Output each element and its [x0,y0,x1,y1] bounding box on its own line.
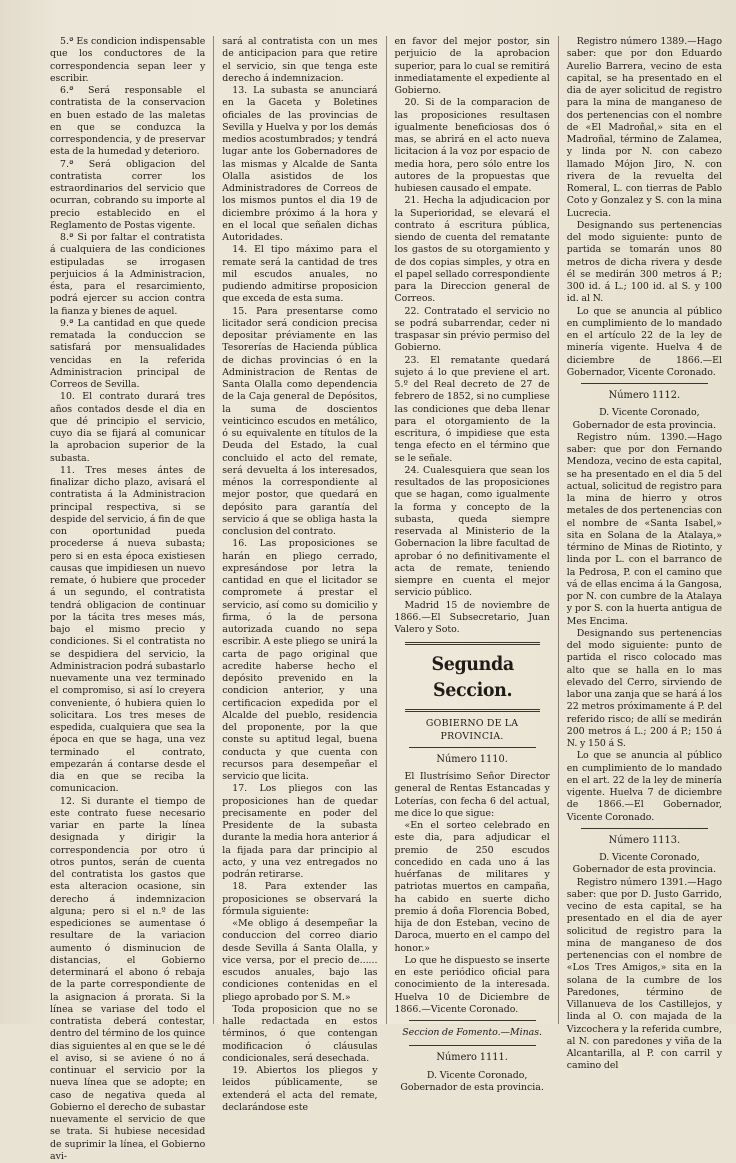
paragraph: 9.ª La cantidad en que quede rematada la conduccion se satisfará por mensualidades vencidas en la referida Administracion principal de Correos de Sevilla. [50,318,205,392]
column-4 [567,36,722,1024]
paragraph: Registro núm. 1390.—Hago saber: que por don Fernando Mendoza, vecino de esta capital, se ha presentado en el dia 5 del actual, solicitud de registro para la mina de hierro y otros metales de dos pertenencias con el nombre de «Santa Isabel,» sita en Solana de la Atalaya,» término de Minas de Riotinto, y linda por L. con el barranco de la Pedrosa, P. con el camino que vá de ellas encima á la Gangosa, por N. con cumbre de la Atalaya y por S. con la huerta antigua de Mes Encima. [567,432,722,628]
paragraph: sará al contratista con un mes de anticipacion para que retire el servicio, sin que tenga este derecho á indemnizacion. [222,36,377,85]
notice-number: Número 1110. [395,754,550,766]
paragraph: 17. Los pliegos con las proposiciones han de quedar precisamente en poder del Presidente de la subasta durante la media hora anterior á la fijada para dar principio al acto, y una vez entregados no podrán retirarse. [222,783,377,881]
paragraph: Designando sus pertenencias del modo siguiente: punto de partida se tomarán unos 80 metros de dicha rivera y desde él se medirán 300 metros á P.; 300 id. á L.; 100 id. al S. y 100 id. al N. [567,220,722,306]
paragraph: 12. Si durante el tiempo de este contrato fuese necesario variar en parte la línea designada y dirigir la correspondencia por otro ú otros puntos, serán de cuenta del contratista los gastos que esta alteracion ocasione, sin derecho á indemnizacion alguna; pero si el n.º de las espediciones se aumentase ó resultare de la variacion aumento ó disminucion de distancias, el Gobierno determinará el abono ó rebaja de la parte correspondiente de la asignacion á prorata. Si la línea se variase del todo el contratista deberá contestar, dentro del término de los quince dias siguientes al en que se le dé el aviso, si se aviene ó no á continuar el servicio por la nueva línea que se adopte; en caso de negativa queda al Gobierno el derecho de subastar nuevamente el servicio de que se trata. Si hubiese necesidad de suprimir la línea, el Gobierno avi- [50,796,205,1163]
paragraph: 16. Las proposiciones se harán en pliego cerrado, expresándose por letra la cantidad en que el licitador se compromete á prestar el servicio, así como su domicilio y firma, ó la de persona autorizada cuando no sepa escribir. A este pliego se unirá la carta de pago original que acredite haberse hecho el depósito prevenido en la condicion anterior, y una certificacion expedida por el Alcalde del pueblo, residencia del proponente, por la que conste su aptitud legal, buena conducta y que cuenta con recursos para desempeñar el servicio que licita. [222,538,377,783]
paragraph: 23. El rematante quedará sujeto á lo que previene el art. 5.º del Real decreto de 27 de febrero de 1852, si no cumpliese las condiciones que deba llenar para el otorgamiento de la escritura, ó impidiese que esta tenga efecto en el término que se le señale. [395,355,550,465]
column-divider [386,36,387,1024]
divider [409,747,536,748]
paragraph: 21. Hecha la adjudicacion por la Superioridad, se elevará el contrato á escritura pública, siendo de cuenta del rematante los gastos de su otorgamiento y de dos copias simples, y otra en el papel sellado correspondiente para la Direccion general de Correos. [395,195,550,305]
column-2 [222,36,377,1024]
column-1 [50,36,205,1024]
paragraph: 18. Para extender las proposiciones se observará la fórmula siguiente: [222,881,377,918]
paragraph: D. Vicente Coronado, Gobernador de esta provincia. [567,852,722,877]
paragraph: Madrid 15 de noviembre de 1866.—El Subsecretario, Juan Valero y Soto. [395,600,550,637]
section-title: Segunda Seccion. [401,651,544,703]
divider [581,828,708,829]
paragraph: 11. Tres meses ántes de finalizar dicho plazo, avisará el contratista á la Administracion principal respectiva, si se despide del servicio, á fin de que con oportunidad pueda procederse á nueva subasta; pero si en esta época existiesen causas que impidiesen un nuevo remate, ó hubiere que proceder á un segundo, el contratista tendrá obligacion de continuar por la tácita tres meses más, bajo el mismo precio y condiciones. Si el contratista no se despidiera del servicio, la Administracion podrá subastarlo nuevamente una vez terminado el compromiso, si así lo creyera conveniente, ó hubiera quien lo solicitara. Los tres meses de espedida, cualquiera que sea la época en que se haga, una vez terminado el contrato, empezarán á contarse desde el dia en que se reciba la comunicacion. [50,465,205,796]
paragraph: Lo que se anuncia al público en cumplimiento de lo mandado en el artículo 22 de la ley de minería vigente. Huelva 4 de diciembre de 1866.—El Gobernador, Vicente Coronado. [567,306,722,380]
paragraph: 5.ª Es condicion indispensable que los conductores de la correspondencia sepan leer y escribir. [50,36,205,85]
government-heading: GOBIERNO DE LA PROVINCIA. [395,718,550,743]
notice-number: Número 1113. [567,835,722,847]
paragraph: 8.ª Si por faltar el contratista á cualquiera de las condiciones estipuladas se irrogasen perjuicios á la Administracion, ésta, para el resarcimiento, podrá ejercer su accion contra la fianza y bienes de aquel. [50,232,205,318]
paragraph: D. Vicente Coronado, Gobernador de esta provincia. [395,1070,550,1095]
paragraph: D. Vicente Coronado, Gobernador de esta provincia. [567,407,722,432]
paragraph: Designando sus pertenencias del modo siguiente: punto de partida el risco colocado mas alto que se halla en lo mas elevado del Cerro, sirviendo de labor una zanja que se hará á los 22 metros próximamente á P. del referido risco; de allí se medirán 200 metros á L.; 200 á P.; 150 á N. y 150 á S. [567,628,722,751]
column-divider [558,36,559,1024]
fomento-header: Seccion de Fomento.—Minas. [395,1027,550,1039]
paragraph: 7.ª Será obligacion del contratista correr los estraordinarios del servicio que ocurran, cobrando su importe al precio establecido en el Reglamento de Postas vigente. [50,159,205,233]
section-rule [405,709,540,712]
paragraph: 24. Cualesquiera que sean los resultados de las proposiciones que se hagan, como igualmente la forma y concepto de la subasta, queda siempre reservada al Ministerio de la Gobernacion la libre facultad de aprobar ó no definitivamente el acta de remate, teniendo siempre en cuenta el mejor servicio público. [395,465,550,600]
paragraph: 20. Si de la comparacion de las proposiciones resultasen igualmente beneficiosas dos ó mas, se abrirá en el acto nueva licitacion á la voz por espacio de media hora, pero sólo entre los autores de la propuestas que hubiesen causado el empate. [395,97,550,195]
paragraph: 14. El tipo máximo para el remate será la cantidad de tres mil escudos anuales, no pudiendo admitirse proposicion que exceda de esta suma. [222,244,377,305]
paragraph: El Ilustrísimo Señor Director general de Rentas Estancadas y Loterías, con fecha 6 del actual, me dice lo que sigue: [395,771,550,820]
paragraph: 15. Para presentarse como licitador será condicion precisa depositar préviamente en las Tesorerías de Hacienda pública de dichas provincias ó en la Administracion de Rentas de Santa Olalla como dependencia de la Caja general de Depósitos, la suma de doscientos veinticinco escudos en metálico, ó su equivalente en títulos de la Deuda del Estado, la cual concluido el acto del remate, será devuelta á los interesados, ménos la correspondiente al mejor postor, que quedará en depósito para garantía del servicio á que se obliga hasta la conclusion del contrato. [222,306,377,539]
notice-number: Número 1112. [567,390,722,402]
paragraph: Lo que se anuncia al público en cumplimiento de lo mandado en el art. 22 de la ley de minería vigente. Huelva 7 de diciembre de 1866.—El Gobernador, Vicente Coronado. [567,750,722,824]
paragraph: en favor del mejor postor, sin perjuicio de la aprobacion superior, para lo cual se remitirá inmediatamente el expediente al Gobierno. [395,36,550,97]
paragraph: Toda proposicion que no se halle redactada en estos términos, ó que contengan modificacion ó cláusulas condicionales, será desechada. [222,1004,377,1065]
paragraph: 6.ª Será responsable el contratista de la conservacion en buen estado de las maletas en que se conduzca la correspondencia, y de preservar esta de la humedad y deterioro. [50,85,205,159]
paragraph: «Me obligo á desempeñar la conduccion del correo diario desde Sevilla á Santa Olalla, y vice versa, por el precio de...... escudos anuales, bajo las condiciones contenidas en el pliego aprobado por S. M.» [222,918,377,1004]
paragraph: Lo que he dispuesto se inserte en este periódico oficial para conocimiento de la interesada. Huelva 10 de Diciembre de 1866.—Vicente Coronado. [395,955,550,1016]
divider [581,383,708,384]
section-rule [405,642,540,645]
divider [409,1045,536,1046]
paragraph: 22. Contratado el servicio no se podrá subarrendar, ceder ni traspasar sin prévio permiso del Gobierno. [395,306,550,355]
divider [409,1020,536,1021]
paragraph: Registro número 1391.—Hago saber: que por D. Justo Garrido, vecino de esta capital, se ha presentado en el dia de ayer solicitud de registro para la mina de manganeso de dos pertenencias con el nombre de «Los Tres Amigos,» sita en la solana de la cumbre de los Paredones, término de Villanueva de los Castillejos, y linda al O. con majada de la Vizcochera y la referida cumbre, al N. con paredones y viña de la Alcantarilla, al P. con carril y camino del [567,877,722,1073]
notice-number: Número 1111. [395,1052,550,1064]
column-divider [213,36,214,1024]
paragraph: Registro número 1389.—Hago saber: que por don Eduardo Aurelio Barrera, vecino de esta capital, se ha presentado en el dia de ayer solicitud de registro para la mina de manganeso de dos pertenencias con el nombre de «El Madroñal,» sita en el Madroñal, término de Zalamea, y linda por N. con cabezo llamado Mójon Jiro, N. con rivera de la revuelta del Romeral, L. con tierras de Pablo Coto y Gonzalez y S. con la mina Lucrecia. [567,36,722,220]
column-3 [395,36,550,1024]
paragraph: 13. La subasta se anunciará en la Gaceta y Boletines oficiales de las provincias de Sevilla y Huelva y por los demás medios acostumbrados; y tendrá lugar ante los Gobernadores de las mismas y Alcalde de Santa Olalla asistidos de los Administradores de Correos de los mismos puntos el dia 19 de diciembre próximo á la hora y en el local que señalen dichas Autoridades. [222,85,377,244]
paragraph: 10. El contrato durará tres años contados desde el dia en que dé principio el servicio, cuyo dia se fijará al comunicar la aprobacion superior de la subasta. [50,391,205,465]
paragraph: «En el sorteo celebrado en este dia, para adjudicar el premio de 250 escudos concedido en cada uno á las huérfanas de militares y patriotas muertos en campaña, ha cabido en suerte dicho premio á doña Florencia Bobed, hija de don Esteban, vecino de Daroca, muerto en el campo del honor.» [395,820,550,955]
paragraph: 19. Abiertos los pliegos y leidos públicamente, se extenderá el acta del remate, declarándose este [222,1065,377,1114]
